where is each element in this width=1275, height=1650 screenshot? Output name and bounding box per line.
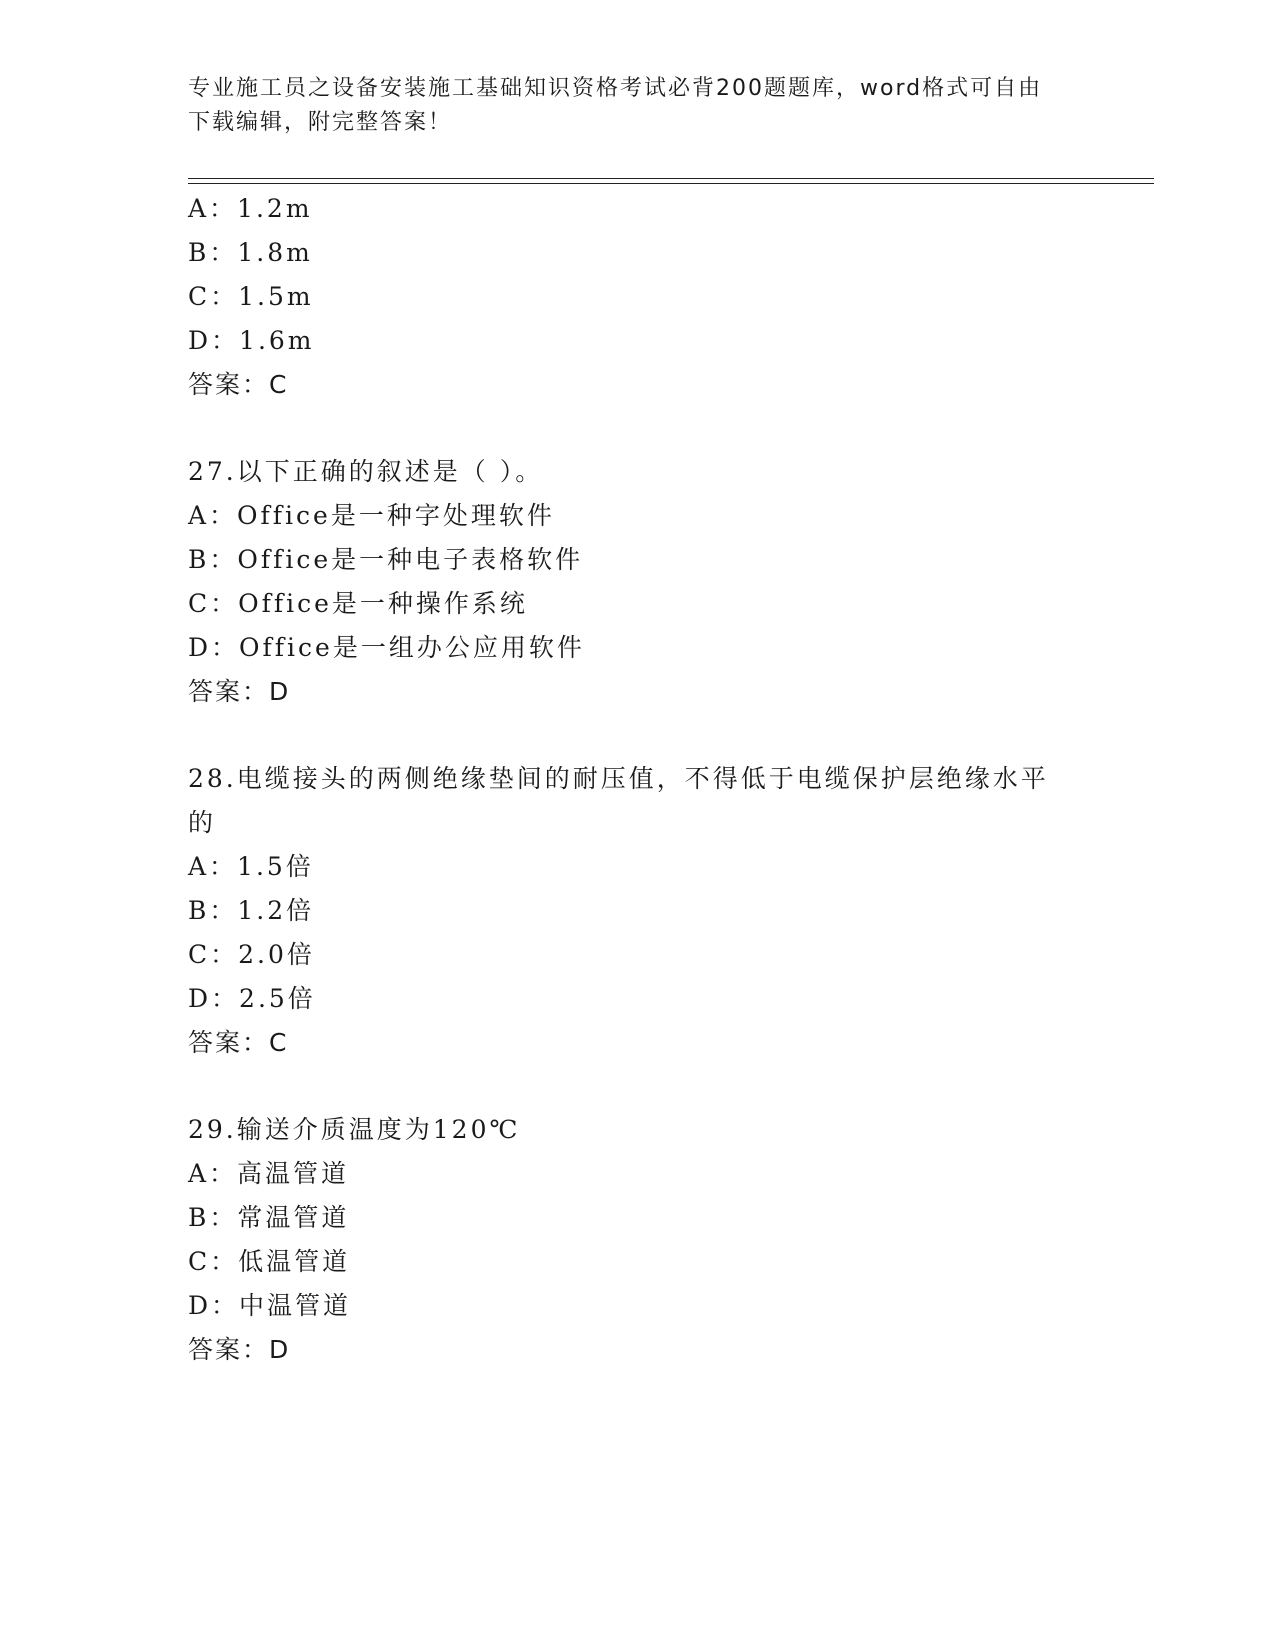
q27-option-d: D：Office是一组办公应用软件 [188,633,585,662]
q26-answer: 答案：C [188,370,289,399]
q27-answer: 答案：D [188,677,291,706]
q28-answer: 答案：C [188,1028,289,1057]
q28-question-line-1: 28.电缆接头的两侧绝缘垫间的耐压值，不得低于电缆保护层绝缘水平 [188,764,1049,793]
q26-option-c: C：1.5m [188,282,314,311]
q28-question-line-2: 的 [188,808,217,837]
header-divider-top [188,178,1154,179]
q29-option-d: D：中温管道 [188,1291,352,1320]
q27-option-b: B：Office是一种电子表格软件 [188,545,584,574]
q27-option-a: A：Office是一种字处理软件 [188,501,555,530]
q28-option-c: C：2.0倍 [188,940,315,969]
document-header [188,72,1088,140]
header-divider-bottom [188,183,1154,184]
q29-option-c: C：低温管道 [188,1247,351,1276]
q26-option-b: B：1.8m [188,238,313,267]
q27-option-c: C：Office是一种操作系统 [188,589,528,618]
q28-option-b: B：1.2倍 [188,896,315,925]
header-line-1: 专业施工员之设备安装施工基础知识资格考试必背200题题库，word格式可自由 [188,76,1043,101]
q28-option-a: A：1.5倍 [188,852,314,881]
q29-option-b: B：常温管道 [188,1203,350,1232]
header-line-2: 下载编辑，附完整答案！ [188,110,453,135]
q27-question: 27.以下正确的叙述是（ ）。 [188,457,544,486]
q26-option-a: A：1.2m [188,194,313,223]
q28-option-d: D：2.5倍 [188,984,316,1013]
q26-option-d: D：1.6m [188,326,315,355]
q29-answer: 答案：D [188,1335,291,1364]
q29-option-a: A：高温管道 [188,1159,350,1188]
q29-question: 29.输送介质温度为120℃ [188,1115,521,1144]
